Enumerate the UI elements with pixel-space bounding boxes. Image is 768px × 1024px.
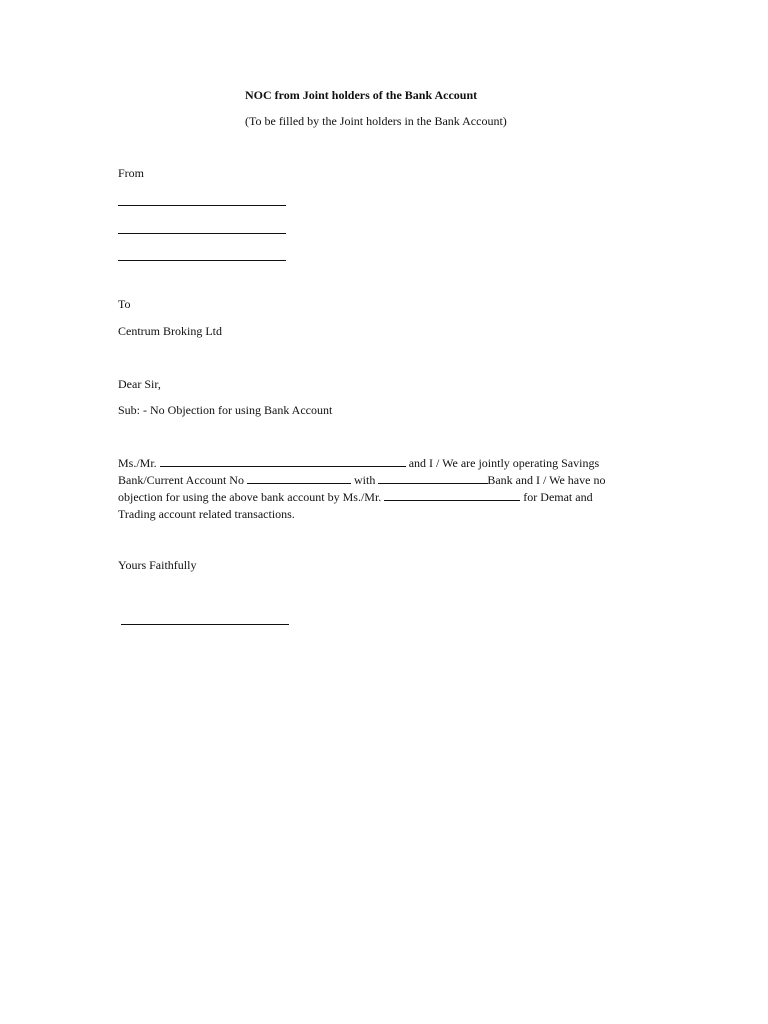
body-line-3-suffix: for Demat and xyxy=(523,490,593,504)
recipient-name: Centrum Broking Ltd xyxy=(118,324,222,338)
document-subtitle: (To be filled by the Joint holders in the Bank Account) xyxy=(245,114,507,128)
body-line-2-suffix: Bank and I / We have no xyxy=(487,473,606,487)
body-line-3 xyxy=(118,489,638,506)
body-paragraph xyxy=(118,455,638,523)
body-line-3-prefix: objection for using the above bank account by Ms./Mr. xyxy=(118,490,382,504)
subject-line: Sub: - No Objection for using Bank Account xyxy=(118,403,333,417)
joint-holder-name-blank xyxy=(160,455,406,467)
body-line-1-suffix: and I / We are jointly operating Savings xyxy=(408,456,600,470)
body-line-2-middle: with xyxy=(353,473,376,487)
bank-name-blank xyxy=(378,472,488,484)
body-line-1-prefix: Ms./Mr. xyxy=(118,456,157,470)
account-holder-name-blank xyxy=(384,489,520,501)
body-line-1 xyxy=(118,455,638,472)
body-line-4: Trading account related transactions. xyxy=(118,507,295,521)
to-label: To xyxy=(118,297,131,311)
body-line-2-prefix: Bank/Current Account No xyxy=(118,473,244,487)
from-address-line-2 xyxy=(118,233,286,234)
closing: Yours Faithfully xyxy=(118,558,197,572)
from-label: From xyxy=(118,166,145,180)
from-address-line-1 xyxy=(118,205,286,206)
account-number-blank xyxy=(247,472,351,484)
document-title: NOC from Joint holders of the Bank Account xyxy=(245,88,478,102)
salutation: Dear Sir, xyxy=(118,377,161,391)
from-address-line-3 xyxy=(118,260,286,261)
body-line-2 xyxy=(118,472,638,489)
signature-line xyxy=(121,624,289,625)
